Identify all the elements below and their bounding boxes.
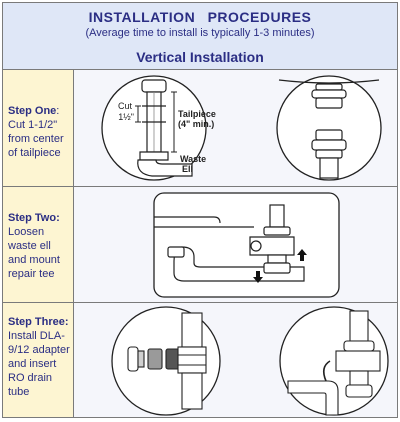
step-two-illustrations — [74, 187, 397, 302]
step-one-instruction: Cut 1-1/2" from center of tailpiece — [8, 119, 64, 159]
tailpiece-callout-line2: (4" min.) — [178, 119, 215, 129]
cut-callout-line1: Cut — [117, 101, 132, 111]
step-three-illustrations — [74, 303, 397, 417]
step-three-text-block — [8, 315, 72, 399]
step-two-instruction: Loosen waste ell and mount repair tee — [8, 226, 60, 280]
step-three-drawing — [74, 303, 397, 417]
section-title: Vertical Installation — [136, 49, 264, 65]
step-three-title: Step Three: — [8, 316, 69, 328]
page-title: INSTALLATION PROCEDURES — [88, 9, 312, 25]
step-one-text-block — [8, 104, 72, 160]
step-three-instruction: Install DLA-9/12 adapter and insert RO drain tube — [8, 330, 70, 398]
step-one-title: Step One — [8, 105, 57, 117]
step-one-colon: : — [56, 105, 60, 117]
waste-ell-callout-line1: Waste — [180, 154, 207, 164]
step-two-label-cell — [3, 187, 74, 302]
installation-sheet — [2, 2, 398, 418]
step-three-label-cell — [3, 303, 74, 417]
step-two-text-block — [8, 211, 72, 281]
install-time-note: (Average time to install is typically 1-3 minutes) — [85, 27, 315, 39]
step-three-row — [3, 303, 397, 417]
procedures-header — [3, 3, 397, 70]
tailpiece-callout-line1: Tailpiece — [178, 109, 216, 119]
step-one-illustrations — [74, 70, 397, 186]
step-one-label-cell — [3, 70, 74, 186]
step-one-drawing — [74, 70, 397, 186]
step-two-row — [3, 187, 397, 303]
step-two-title: Step Two: — [8, 212, 60, 224]
step-one-row — [3, 70, 397, 187]
cut-callout-line2: 1½" — [118, 112, 134, 122]
step-two-drawing — [74, 187, 397, 302]
waste-ell-callout-line2: Ell — [182, 164, 194, 174]
